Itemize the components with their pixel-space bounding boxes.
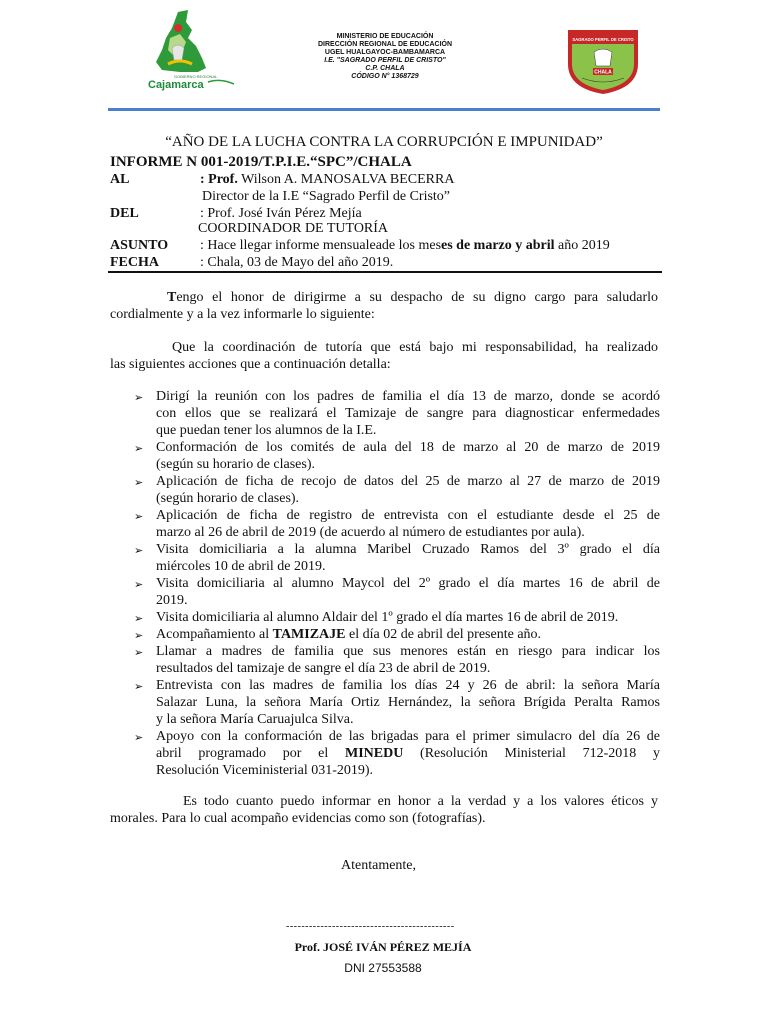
list-item: ➢ Aplicación de ficha de registro de entrevista con el estudiante desde el 25 de marzo al 26 de abril de 2019 (de acuerdo al número de estudiantes por aula). [134,508,660,540]
fecha-value: : Chala, 03 de Mayo del año 2019. [200,255,394,270]
closing-salutation: Atentamente, [341,858,417,873]
header-line: CÓDIGO N° 1368729 [351,73,419,80]
minedu-emphasis: MINEDU [344,746,404,761]
signature-line: -------------------------------------------- [286,921,455,932]
arrow-bullet-icon: ➢ [134,647,144,659]
del-name: : Prof. José Iván Pérez Mejía [200,206,362,221]
arrow-bullet-icon: ➢ [134,477,144,489]
asunto-part: año 2019 [554,238,610,253]
ministry-header [290,33,480,81]
list-item: ➢ Apoyo con la conformación de las brigadas para el primer simulacro del día 26 de abril programado por el MINEDU (Resolución Ministerial 712-2018 y Resolución Viceministerial 031-2019). [134,729,660,778]
arrow-bullet-icon: ➢ [134,511,144,523]
intro-line: cordialmente y a la vez informarle lo siguiente: [110,307,375,322]
del-role: COORDINADOR DE TUTORÍA [198,221,389,236]
list-item: ➢ Dirigí la reunión con los padres de familia el día 13 de marzo, donde se acordó con ellos que se realizará el Tamizaje de sangre para diagnosticar enfermedades que puedan tener los alumnos de la I.E. [134,389,660,438]
logo-left-caption: Cajamarca [148,79,204,91]
header-line: C.P. CHALA [365,65,405,72]
list-item: ➢ Acompañamiento al TAMIZAJE el día 02 de abril del presente año. [134,626,660,643]
header-line: DIRECCIÓN REGIONAL DE EDUCACIÓN [317,41,453,48]
asunto-label: ASUNTO [110,238,169,253]
al-recipient [200,172,454,188]
logo-right-top: SAGRADO PERFIL DE CRISTO [572,37,634,42]
list-item: ➢ Entrevista con las madres de familia los días 24 y 26 de abril: la señora María Salazar Luna, la señora María Ortiz Hernández, la señora Brígida Peralta Ramos y la señora María Caruajulca Silva. [134,678,660,727]
intro-line [110,289,658,306]
asunto-part: : Hace llegar informe mensualeade los mes [200,238,442,253]
coordination-line: Que la coordinación de tutoría que está bajo mi responsabilidad, ha realizado [172,340,658,355]
regional-government-logo [140,8,240,92]
intro-first-letter: T [167,290,177,305]
arrow-bullet-icon: ➢ [134,579,144,591]
signer-name: Prof. JOSÉ IVÁN PÉREZ MEJÍA [294,940,472,954]
intro-paragraph [110,289,658,323]
asunto-value [200,238,610,254]
final-paragraph [110,793,658,827]
al-name: Wilson A. MANOSALVA BECERRA [237,172,455,187]
arrow-bullet-icon: ➢ [134,392,144,404]
arrow-bullet-icon: ➢ [134,732,144,744]
intro-line-rest: engo el honor de dirigirme a su despacho de su digno cargo para saludarlo [176,290,658,305]
header-line: MINISTERIO DE EDUCACIÓN [336,33,434,40]
list-item: ➢ Conformación de los comités de aula del 18 de marzo al 20 de marzo de 2019 (según su horario de clases). [134,440,660,472]
arrow-bullet-icon: ➢ [134,613,144,625]
school-crest-logo [566,26,640,96]
coordination-line: las siguientes acciones que a continuación detalla: [110,357,391,372]
arrow-bullet-icon: ➢ [134,443,144,455]
report-number: INFORME N 001-2019/T.P.I.E.“SPC”/CHALA [110,154,412,170]
header-divider [108,108,660,111]
meta-divider [108,271,662,273]
list-item: ➢ Aplicación de ficha de recojo de datos del 25 de marzo al 27 de marzo de 2019 (según horario de clases). [134,474,660,506]
al-label: AL [110,172,130,187]
del-label: DEL [110,206,139,221]
final-line: morales. Para lo cual acompaño evidencias como son (fotografías). [110,811,486,826]
header-line: UGEL HUALGAYOC-BAMBAMARCA [324,49,446,56]
arrow-bullet-icon: ➢ [134,681,144,693]
list-item: ➢ Visita domiciliaria al alumno Maycol del 2º grado el día martes 16 de abril de 2019. [134,576,660,608]
arrow-bullet-icon: ➢ [134,630,144,642]
arrow-bullet-icon: ➢ [134,545,144,557]
al-role: Director de la I.E “Sagrado Perfil de Cristo” [202,189,451,204]
year-motto: “AÑO DE LA LUCHA CONTRA LA CORRUPCIÓN E IMPUNIDAD” [165,134,603,150]
fecha-label: FECHA [110,255,159,270]
list-item: ➢ Visita domiciliaria al alumno Aldair del 1º grado el día martes 16 de abril de 2019. [134,609,660,626]
final-line: Es todo cuanto puedo informar en honor a la verdad y a los valores éticos y [183,794,658,809]
logo-left-sub: GOBIERNO REGIONAL [174,74,218,79]
asunto-bold: es de marzo y abril [441,238,555,253]
list-item: ➢ Llamar a madres de familia que sus menores están en riesgo para indicar los resultados del tamizaje de sangre el día 23 de abril de 2019. [134,644,660,676]
al-prefix: : Prof. [200,172,238,187]
logo-right-badge: CHALA [594,69,612,76]
coordination-paragraph [110,339,658,373]
actions-list [134,388,660,779]
list-item: ➢ Visita domiciliaria a la alumna Maribel Cruzado Ramos del 3º grado el día miércoles 10 de abril de 2019. [134,542,660,574]
header-line: I.E. "SAGRADO PERFIL DE CRISTO" [324,57,446,64]
tamizaje-emphasis: TAMIZAJE [272,627,346,642]
signer-dni: DNI 27553588 [344,961,422,975]
